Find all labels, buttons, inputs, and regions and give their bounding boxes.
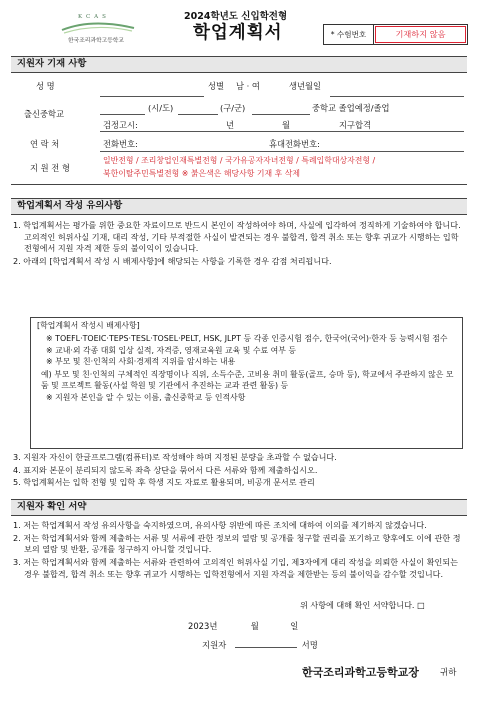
contact-label: 연 락 처 bbox=[30, 139, 60, 149]
guidelines-items-top bbox=[13, 220, 465, 269]
name-label: 성 명 bbox=[36, 81, 55, 91]
track-options-line1[interactable]: 일반전형 / 조리창업인재특별전형 / 국가유공자자녀전형 / 특례입학대상자전형 / bbox=[103, 156, 376, 165]
ged-field-line[interactable] bbox=[100, 131, 464, 132]
confirm-item-1: 1. 저는 학업계획서 작성 유의사항을 숙지하였으며, 유의사항 위반에 따른 조치에 대하여 이의를 제기하지 않겠습니다. bbox=[13, 520, 427, 530]
exclusion-bullet-4: ※ 지원자 본인을 알 수 있는 이름, 출신중학교 등 인적사항 bbox=[46, 392, 246, 402]
exam-number-value: 기재하지 않음 bbox=[375, 26, 466, 43]
signature-field-line[interactable] bbox=[235, 647, 297, 648]
guideline-item-3: 3. 지원자 자신이 한글프로그램(컴퓨터)로 작성해야 하며 지정된 분량을 초과할 수 없습니다. bbox=[13, 452, 337, 462]
confirm-item-3: 3. 저는 학업계획서와 함께 제출하는 서류와 관련하여 고의적인 허위사실 기입, 제3자에게 대리 작성을 의뢰한 사실이 확인되는 경우 불합격, 합격 취소 또는 향후 귀교가 시행하는 입학전형에서 지원 자격을 제한받는 등의 불이익을 감수할 것입니다. bbox=[13, 557, 458, 579]
mobile-label: 휴대전화번호: bbox=[269, 139, 320, 149]
ged-label: 검정고시: bbox=[103, 120, 138, 130]
birth-label: 생년월일 bbox=[289, 81, 322, 91]
date-row bbox=[188, 621, 298, 632]
city-label: (시/도) bbox=[148, 103, 174, 113]
guidelines-items-bottom bbox=[13, 452, 465, 490]
school-logo bbox=[52, 8, 144, 48]
graduation-label: 중학교 졸업예정/졸업 bbox=[312, 103, 390, 113]
ged-pass-label: 지구합격 bbox=[339, 120, 372, 130]
city-field-line[interactable] bbox=[100, 114, 145, 115]
gender-label: 성별 bbox=[208, 81, 225, 91]
exclusion-bullet-1: ※ TOEFL·TOEIC·TEPS·TESL·TOSEL·PELT, HSK, JLPT 등 각종 인증시험 점수, 한국어(국어)·한자 등 능력시험 점수 bbox=[46, 334, 448, 344]
district-field-line[interactable] bbox=[178, 114, 218, 115]
sign-row bbox=[202, 640, 318, 651]
applicant-section-title: 지원자 기재 사항 bbox=[11, 56, 467, 73]
footer-school-name: 한국조리과학고등학교장 bbox=[302, 666, 419, 679]
footer-suffix: 귀하 bbox=[440, 668, 457, 678]
ged-year-label: 년 bbox=[226, 120, 235, 130]
date-month: 월 bbox=[250, 621, 259, 631]
exam-number-box bbox=[323, 24, 468, 45]
contact-field-line[interactable] bbox=[100, 151, 464, 152]
date-day: 일 bbox=[290, 621, 299, 631]
guideline-item-1: 1. 학업계획서는 평가를 위한 중요한 자료이므로 반드시 본인이 작성하여야 하며, 사실에 입각하여 정직하게 기술하여야 합니다. 고의적인 허위사실 기재, 대리 작성, 기타 부적절한 사실이 발견되는 경우 불합격, 합격 취소 또는 향후 귀교가 시행하는 입학전형에서 지원 자격 제한 등의 불이익이 있습니다. bbox=[13, 220, 461, 254]
applicant-section-bottom-rule bbox=[11, 184, 467, 185]
exclusion-title: [학업계획서 작성시 배제사항] bbox=[37, 321, 140, 330]
district-label: (구/군) bbox=[220, 103, 246, 113]
date-year: 2023년 bbox=[188, 621, 218, 631]
form-title: 학업계획서 bbox=[193, 23, 283, 43]
confirm-items bbox=[13, 520, 465, 582]
logo-mark: KCAS bbox=[78, 14, 110, 20]
middle-school-field-line[interactable] bbox=[252, 114, 310, 115]
guideline-item-2: 2. 아래의 [학업계획서 작성 시 배제사항]에 해당되는 사항을 기록한 경우 감점 처리됩니다. bbox=[13, 256, 332, 267]
sign-label: 서명 bbox=[301, 640, 318, 650]
exclusion-bullet-3: ※ 부모 및 친·인척의 사회·경제적 지위를 암시하는 내용 bbox=[46, 357, 236, 367]
form-subtitle: 2024학년도 신입학전형 bbox=[184, 11, 288, 22]
logo-school-name: 한국조리과학고등학교 bbox=[68, 38, 124, 44]
confirm-section-title: 지원자 확인 서약 bbox=[11, 499, 467, 516]
school-label: 출신중학교 bbox=[24, 109, 65, 119]
ged-month-label: 월 bbox=[282, 120, 291, 130]
applicant-sign-label: 지원자 bbox=[202, 640, 227, 650]
phone-label: 전화번호: bbox=[103, 139, 138, 149]
confirm-item-2: 2. 저는 학업계획서와 함께 제출하는 서류 및 서류에 관한 정보의 열람 및 공개를 청구할 권리를 포기하고 향후에도 이에 관한 정보의 열람 및 반환, 공개를 청구하지 아니할 것입니다. bbox=[13, 532, 461, 555]
exclusion-bullet-2: ※ 교내·외 각종 대회 입상 실적, 자격증, 영재교육원 교육 및 수료 여부 등 bbox=[46, 345, 297, 355]
exam-number-label: * 수험번호 bbox=[324, 25, 374, 44]
exclusion-example: 예) 부모 및 친·인척의 구체적인 직장명이나 직위, 소득수준, 고비용 취미 활동(골프, 승마 등), 학교에서 주관하지 않은 모둠 및 프로젝트 활동(사설 학원 및 기관에서 추진하는 교과 관련 활동) 등 bbox=[41, 369, 454, 391]
agree-checkbox-line[interactable]: 위 사항에 대해 확인 서약합니다. □ bbox=[300, 600, 425, 610]
birth-field-line[interactable] bbox=[330, 96, 464, 97]
track-label: 지 원 전 형 bbox=[30, 163, 70, 173]
name-field-line[interactable] bbox=[100, 96, 204, 97]
exclusion-box bbox=[30, 317, 463, 449]
gender-options[interactable]: 남 · 여 bbox=[236, 81, 260, 91]
guidelines-section-title: 학업계획서 작성 유의사항 bbox=[11, 198, 467, 215]
guideline-item-5: 5. 학업계획서는 입학 전형 및 입학 후 학생 지도 자료로 활용되며, 비공개 문서로 관리 bbox=[13, 477, 315, 488]
track-options-line2: 북한이탈주민특별전형 ※ 붉은색은 해당사항 기재 후 삭제 bbox=[103, 169, 300, 178]
guideline-item-4: 4. 표지와 본문이 분리되지 않도록 좌측 상단을 묶어서 다른 서류와 함께 제출하십시오. bbox=[13, 464, 318, 475]
